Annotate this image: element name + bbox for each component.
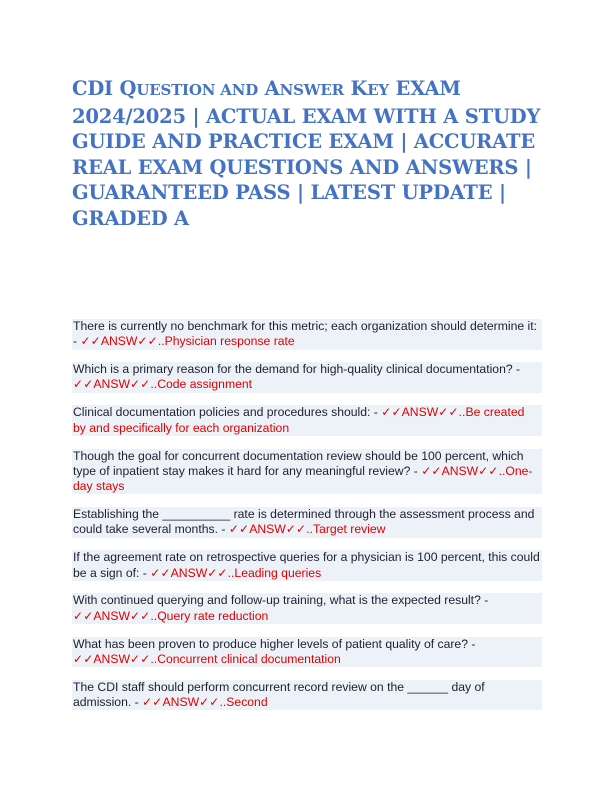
title-k: K [343,77,368,100]
answer-text: Code assignment [157,377,253,392]
answer-text: Concurrent clinical documentation [157,651,341,666]
document-title [72,76,542,231]
qa-item [72,405,542,436]
qa-item [72,507,542,538]
question-text: If the agreement rate on retrospective queries for a physician is 100 percent, this could be a sign of: - [73,550,540,580]
answer-prefix: ✓✓ANSW✓✓.. [73,651,158,666]
title-q: Q [119,77,137,100]
qa-item [72,637,542,668]
answer-prefix: ✓✓ANSW✓✓.. [381,405,466,420]
title-ey: EY [367,81,389,99]
qa-item [72,362,542,393]
qa-item [72,550,542,581]
answer-prefix: ✓✓ANSW✓✓.. [150,565,235,580]
qa-item [72,449,542,495]
answer-text: Second [226,695,268,710]
question-text: What has been proven to produce higher levels of patient quality of care? - [73,636,476,651]
answer-text: Be created by and specifically for each organization [73,405,525,435]
answer-prefix: ✓✓ANSW✓✓.. [142,695,227,710]
title-part-1: CDI [72,77,120,100]
answer-text: Query rate reduction [157,608,269,623]
qa-item [72,593,542,624]
answer-text: Physician response rate [164,334,295,349]
question-text: Clinical documentation policies and procedures should: - [73,405,382,420]
title-part-2: EXAM 2024/2025 | ACTUAL EXAM WITH A STUDY GUIDE AND PRACTICE EXAM | ACCURATE REAL EXAM QUESTIONS AND ANSWERS | GUARANTEED PASS | LATEST UPDATE | GRADED A [72,77,541,230]
answer-prefix: ✓✓ANSW✓✓.. [73,377,158,392]
question-text: There is currently no benchmark for this metric; each organization should determine it: - [73,319,538,349]
question-text: With continued querying and follow-up training, what is the expected result? - [73,593,489,608]
qa-item [72,680,542,711]
question-text: The CDI staff should perform concurrent record review on the ______ day of admission. - [73,679,485,710]
answer-prefix: ✓✓ANSW✓✓.. [228,522,313,537]
title-uestion-and: UESTION AND [136,81,259,99]
answer-text: One-day stays [73,463,533,494]
title-a: A [258,77,280,100]
answer-text: Target review [313,522,386,537]
question-text: Though the goal for concurrent documentation review should be 100 percent, which type of inpatient stay makes it hard for any meaningful review? - [73,448,524,478]
question-text: Establishing the __________ rate is determined through the assessment process and could take several months. - [73,507,535,537]
title-nswer: NSWER [279,81,344,99]
qa-item [72,319,542,350]
answer-prefix: ✓✓ANSW✓✓.. [421,463,506,478]
qa-list [72,319,542,723]
answer-prefix: ✓✓ANSW✓✓.. [73,608,158,623]
answer-prefix: ✓✓ANSW✓✓.. [80,334,165,349]
question-text: Which is a primary reason for the demand for high-quality clinical documentation? - [73,362,521,377]
answer-text: Leading queries [234,565,322,580]
